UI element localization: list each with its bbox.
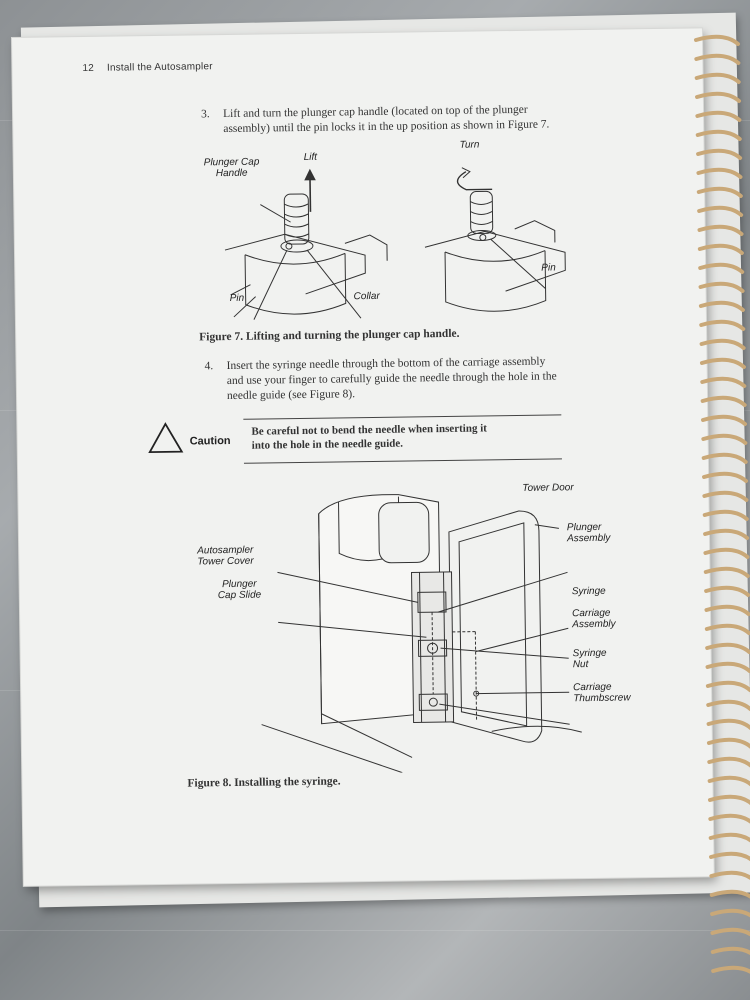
binding-ring — [711, 835, 750, 842]
step-text-line: and use your finger to carefully guide the needle through the hole in the — [226, 370, 557, 388]
label-syringe: Syringe — [571, 585, 606, 598]
binding-ring — [700, 246, 742, 253]
binding-ring — [705, 531, 747, 538]
page-number: 12 — [82, 62, 95, 75]
binding-ring — [708, 702, 750, 709]
binding-ring — [709, 740, 750, 747]
binding-ring — [701, 322, 743, 329]
caution-label: Caution — [189, 434, 231, 448]
step-text-line: Insert the syringe needle through the bottom of the carriage assembly — [226, 355, 546, 373]
label-lift: Lift — [303, 151, 318, 163]
binding-ring — [709, 759, 750, 766]
binding-ring — [696, 56, 738, 63]
caution-text: Be careful not to bend the needle when inserting it into the hole in the needle guide. — [251, 422, 487, 452]
binding-ring — [698, 170, 740, 177]
step-text-line: Lift and turn the plunger cap handle (located on top of the plunger — [222, 103, 528, 121]
binding-ring — [697, 75, 739, 82]
binding-ring — [713, 968, 750, 975]
binding-ring — [704, 455, 746, 462]
binding-ring — [712, 892, 750, 899]
binding-ring — [698, 132, 740, 139]
label-pin-left: Pin — [229, 292, 245, 304]
binding-ring — [697, 113, 739, 120]
binding-ring — [710, 778, 750, 785]
step-number: 4. — [204, 360, 214, 373]
binding-ring — [699, 208, 741, 215]
binding-ring — [708, 683, 750, 690]
binding-ring — [702, 341, 744, 348]
binding-ring — [700, 265, 742, 272]
label-turn: Turn — [459, 139, 480, 151]
label-collar: Collar — [353, 290, 380, 303]
binding-ring — [707, 626, 749, 633]
binding-ring — [705, 512, 747, 519]
label-syringe-nut: Syringe Nut — [572, 647, 607, 671]
label-carriage-assembly: Carriage Assembly — [572, 607, 616, 631]
step-text-line: needle guide (see Figure 8). — [226, 388, 356, 403]
step-number: 3. — [201, 108, 210, 121]
binding-ring — [708, 664, 750, 671]
figure-8-caption: Figure 8. Installing the syringe. — [187, 775, 341, 790]
label-tower-door: Tower Door — [522, 482, 574, 494]
binding-ring — [712, 911, 750, 918]
spiral-binding — [690, 20, 750, 1000]
binding-ring — [703, 436, 745, 443]
label-plunger-assembly: Plunger Assembly — [566, 521, 611, 545]
binding-ring — [712, 930, 750, 937]
caution-bottom-rule — [244, 458, 562, 463]
binding-ring — [706, 569, 748, 576]
binding-ring — [703, 417, 745, 424]
binding-ring — [697, 94, 739, 101]
binding-ring — [702, 360, 744, 367]
binding-ring — [706, 588, 748, 595]
label-tower-cover: Autosampler Tower Cover — [197, 544, 254, 568]
label-pin-right: Pin — [541, 262, 556, 274]
binding-ring — [711, 854, 750, 861]
step-text-line: assembly) until the pin locks it in the up position as shown in Figure 7. — [223, 118, 550, 136]
binding-ring — [702, 379, 744, 386]
binding-ring — [701, 303, 743, 310]
binding-ring — [707, 607, 749, 614]
section-title: Install the Autosampler — [106, 61, 213, 74]
binding-ring — [704, 493, 746, 500]
binding-ring — [705, 550, 747, 557]
binding-ring — [710, 816, 750, 823]
label-plunger-cap-handle: Plunger Cap Handle — [203, 156, 260, 180]
binding-ring — [713, 949, 750, 956]
binding-ring — [699, 189, 741, 196]
page-header — [82, 61, 212, 74]
caution-notice — [147, 414, 568, 470]
label-carriage-thumbscrew: Carriage Thumbscrew — [573, 681, 631, 705]
binding-ring — [703, 398, 745, 405]
caution-top-rule — [243, 414, 561, 419]
label-plunger-cap-slide: Plunger Cap Slide — [217, 578, 262, 602]
binding-ring — [698, 151, 740, 158]
binding-ring — [711, 873, 750, 880]
figure-7-caption: Figure 7. Lifting and turning the plunger cap handle. — [199, 327, 460, 344]
binding-ring — [710, 797, 750, 804]
binding-ring — [709, 721, 750, 728]
figure-7-illustration — [13, 128, 706, 338]
manual-page — [12, 28, 714, 886]
binding-ring — [696, 37, 738, 44]
warning-triangle-icon — [147, 422, 183, 454]
binding-ring — [707, 645, 749, 652]
step-4 — [204, 353, 668, 404]
binding-ring — [704, 474, 746, 481]
binding-ring — [701, 284, 743, 291]
binding-ring — [700, 227, 742, 234]
